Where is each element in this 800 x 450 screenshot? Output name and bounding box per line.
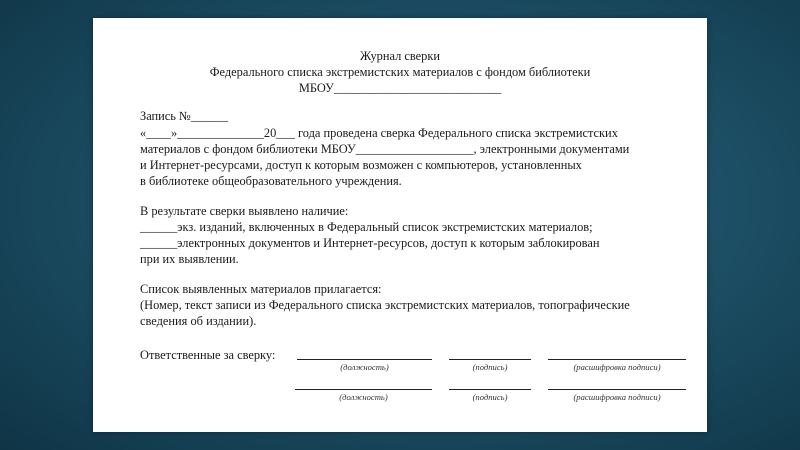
decoding-line [548, 359, 686, 360]
responsible-label: Ответственные за сверку: [140, 348, 276, 362]
paragraph-line: «____»______________20___ года проведена сверка Федерального списка экстремистских [140, 126, 618, 140]
decoding-caption: (расшифровка подписи) [573, 392, 661, 402]
list-line: сведения об издании). [140, 314, 257, 328]
signature-caption: (подпись) [472, 362, 508, 372]
document-subtitle: Федерального списка экстремистских материалов с фондом библиотеки [209, 65, 591, 79]
position-caption: (должность) [339, 392, 388, 402]
result-heading: В результате сверки выявлено наличие: [140, 204, 349, 218]
org-line: МБОУ___________________________ [298, 81, 502, 95]
position-line [295, 389, 432, 390]
signature-caption: (подпись) [472, 392, 508, 402]
position-line [297, 359, 432, 360]
list-heading: Список выявленных материалов прилагается: [140, 282, 382, 296]
result-line: при их выявлении. [140, 252, 239, 266]
decoding-caption: (расшифровка подписи) [573, 362, 661, 372]
result-line: ______электронных документов и Интернет-ресурсов, доступ к которым заблокирован [140, 236, 600, 250]
signature-line [449, 359, 531, 360]
position-caption: (должность) [340, 362, 389, 372]
result-line: ______экз. изданий, включенных в Федеральный список экстремистских материалов; [140, 220, 593, 234]
signature-line [449, 389, 531, 390]
paragraph-line: материалов с фондом библиотеки МБОУ___________________, электронными документами [140, 142, 630, 156]
document-page [93, 18, 707, 432]
paragraph-line: в библиотеке общеобразовательного учреждения. [140, 174, 402, 188]
list-line: (Номер, текст записи из Федерального списка экстремистских материалов, топографические [140, 298, 630, 312]
record-number: Запись №______ [140, 109, 229, 123]
decoding-line [548, 389, 686, 390]
paragraph-line: и Интернет-ресурсами, доступ к которым возможен с компьютеров, установленных [140, 158, 582, 172]
document-title: Журнал сверки [359, 49, 441, 63]
